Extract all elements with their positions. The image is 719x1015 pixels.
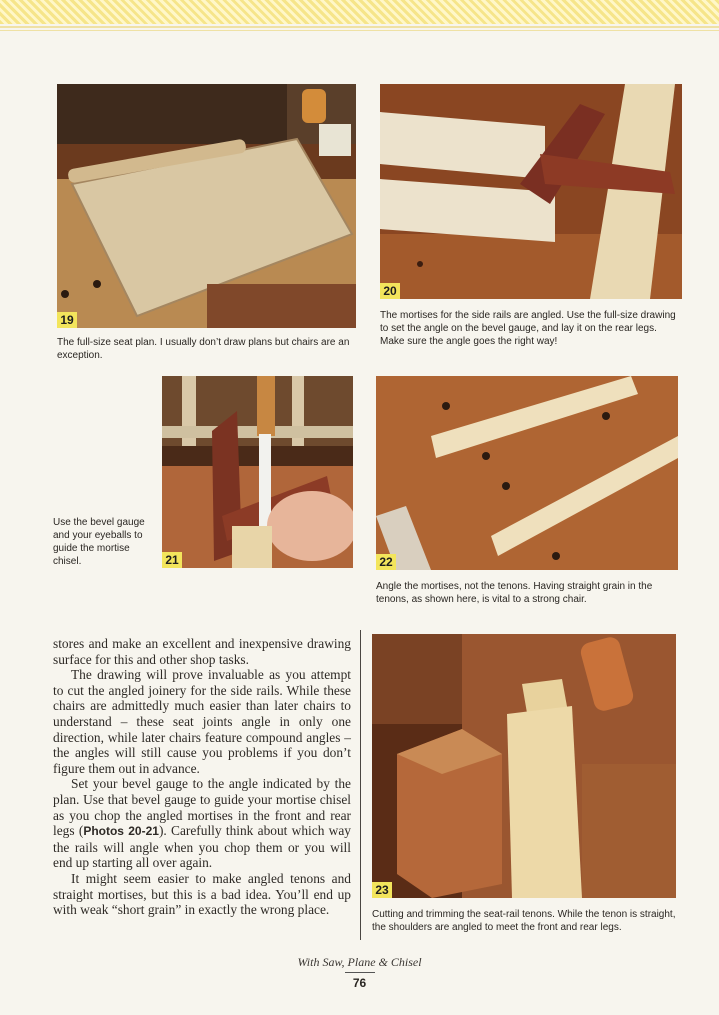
- paragraph-2: The drawing will prove invaluable as you attempt to cut the angled joinery for the side rails. While these chairs are admittedly much easier than later chairs to understand – these seat joints angle in only one direction, while later chairs feature compound angles – the angles will still cause you problems if you don’t figure them out in advance.: [53, 667, 351, 776]
- photo-23-image: [372, 634, 676, 898]
- photo-21-number: 21: [162, 552, 182, 568]
- photo-21-caption: Use the bevel gauge and your eyeballs to guide the mortise chisel.: [53, 517, 145, 567]
- paragraph-3-text-a: Set your bevel gauge to the angle indicated by the plan. Use that bevel gauge to guide your mortise chisel as you chop the angled mortises in the front and rear legs (: [53, 776, 351, 839]
- photo-19-caption: The full-size seat plan. I usually don’t draw plans but chairs are an exception.: [57, 337, 350, 361]
- photo-22-caption: Angle the mortises, not the tenons. Having straight grain in the tenons, as shown here, is vital to a strong chair.: [376, 581, 653, 605]
- paragraph-4: It might seem easier to make angled tenons and straight mortises, but this is a bad idea. You’ll end up with weak “short grain” in exactly the wrong place.: [53, 870, 351, 918]
- photo-20-number: 20: [380, 283, 400, 299]
- paragraph-3-text-b: ). Carefully think about which way the rails will angle when you chop them or you will end up starting all over again.: [53, 823, 351, 871]
- photo-22: [376, 376, 678, 570]
- photo-21-image: [162, 376, 353, 568]
- article-body: [53, 636, 351, 918]
- photo-20: [380, 84, 682, 299]
- footer-rule: [345, 972, 375, 973]
- photo-20-image: [380, 84, 682, 299]
- photo-23: [372, 634, 676, 898]
- photo-22-number: 22: [376, 554, 396, 570]
- top-rule-thin: [0, 30, 719, 31]
- paragraph-3: [53, 776, 351, 871]
- top-rule: [0, 26, 719, 28]
- photo-22-image: [376, 376, 678, 570]
- running-footer-title: With Saw, Plane & Chisel: [297, 955, 422, 969]
- photo-21: [162, 376, 353, 568]
- paragraph-1: stores and make an excellent and inexpensive drawing surface for this and other shop tasks.: [53, 636, 351, 667]
- photo-23-caption: Cutting and trimming the seat-rail tenons. While the tenon is straight, the shoulders are angled to meet the front and rear legs.: [372, 909, 676, 933]
- photo-19-image: [57, 84, 356, 328]
- column-divider: [360, 630, 361, 940]
- page-number: 76: [352, 976, 367, 990]
- photo-23-number: 23: [372, 882, 392, 898]
- top-decorative-band: [0, 0, 719, 24]
- photo-19-number: 19: [57, 312, 77, 328]
- photo-19: [57, 84, 356, 328]
- photo-reference: Photos 20-21: [83, 824, 159, 839]
- photo-20-caption: The mortises for the side rails are angled. Use the full-size drawing to set the angle on the bevel gauge, and lay it on the rear legs. Make sure the angle goes the right way!: [380, 310, 676, 347]
